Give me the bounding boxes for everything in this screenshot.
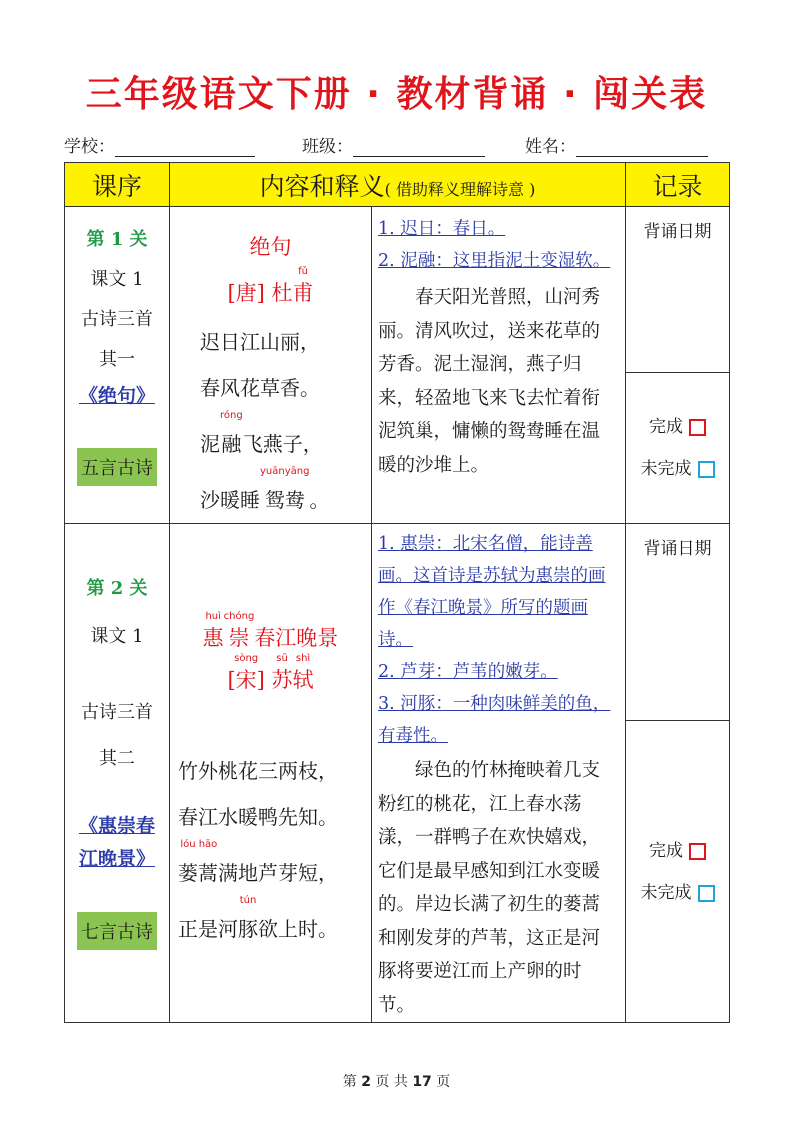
class-field xyxy=(302,132,485,157)
header-lesson: 课序 xyxy=(65,163,170,207)
record-date-cell xyxy=(626,524,730,721)
order-label: 其一 xyxy=(99,349,135,370)
poem-author: [唐] 杜 fǔ 甫 xyxy=(227,266,314,305)
school-field xyxy=(64,132,255,157)
table-header xyxy=(65,163,730,207)
notes-cell xyxy=(372,524,626,1023)
poem-cell xyxy=(170,207,372,524)
name-field xyxy=(525,132,708,157)
poem-line: 正是河 tún 豚欲上时。 xyxy=(178,895,338,941)
school-label: 学校： xyxy=(64,137,115,157)
poem-line: 泥 róng 融飞燕子， xyxy=(200,410,323,456)
status-cell xyxy=(626,721,730,1023)
poem-body xyxy=(200,319,371,523)
note-item: 1. 惠崇：北宋名僧，能诗善画。这首诗是苏轼为惠崇的画作《春江晚景》所写的题画诗。 xyxy=(378,534,606,650)
poem-line: 迟日江山丽， xyxy=(200,330,320,354)
group-label: 古诗三首 xyxy=(81,702,153,723)
poem-link[interactable]: 《绝句》 xyxy=(78,385,155,407)
undone-option: 未完成 xyxy=(626,448,729,490)
poem-title: 绝句 xyxy=(249,235,292,259)
poem-body xyxy=(178,748,371,952)
poem-line: lóu 蒌 hāo 蒿满地芦芽短， xyxy=(178,839,338,885)
table-row xyxy=(65,207,730,373)
note-item: 2. 泥融：这里指泥土变湿软。 xyxy=(378,251,611,271)
table-row xyxy=(65,524,730,721)
record-date-label: 背诵日期 xyxy=(643,539,712,559)
translation: 春天阳光普照，山河秀丽。清风吹过，送来花草的芳香。泥土湿润，燕子归来，轻盈地飞来飞去忙着衔泥筑巢，慵懒的鸳鸯睡在温暖的沙堆上。 xyxy=(378,287,601,476)
poem-line: 春江水暖鸭先知。 xyxy=(178,805,338,829)
note-item: 2. 芦芽：芦苇的嫩芽。 xyxy=(378,662,558,682)
translation: 绿色的竹林掩映着几支粉红的桃花，江上春水荡漾，一群鸭子在欢快嬉戏，它们是最早感知到江水变暖的。岸边长满了初生的蒌蒿和刚发芽的芦苇，这正是河豚将要逆江而上产卵的时节。 xyxy=(378,760,601,1016)
page-total: 17 xyxy=(412,1074,432,1090)
undone-option: 未完成 xyxy=(626,872,729,914)
page-title: 三年级语文下册 · 教材背诵 · 闯关表 xyxy=(85,74,708,115)
undone-checkbox[interactable] xyxy=(698,885,715,902)
school-blank xyxy=(115,138,255,157)
stage-label: 第 1 关 xyxy=(86,229,148,250)
poem-line: 沙暖睡 yuānyāng 鸳鸯 。 xyxy=(200,466,330,512)
lesson-label: 课文 1 xyxy=(90,269,144,290)
header-record: 记录 xyxy=(626,163,730,207)
status-cell xyxy=(626,373,730,524)
record-date-label: 背诵日期 xyxy=(643,222,712,242)
poem-title: huì 惠 chóng 崇 春江晚景 xyxy=(202,611,339,650)
poem-link[interactable]: 《惠崇春江晚景》 xyxy=(78,815,155,870)
note-item: 3. 河豚：一种肉味鲜美的鱼，有毒性。 xyxy=(378,694,611,746)
page-number: 2 xyxy=(361,1074,371,1090)
undone-checkbox[interactable] xyxy=(698,461,715,478)
lesson-cell xyxy=(65,524,170,1023)
lesson-label: 课文 1 xyxy=(90,626,144,647)
stage-label: 第 2 关 xyxy=(86,578,148,599)
done-option: 完成 xyxy=(626,830,729,872)
header-content: 内容和释义( 借助释义理解诗意 ) xyxy=(170,163,626,207)
poem-author: sòng [宋] sū 苏 shì 轼 xyxy=(227,653,314,692)
poem-cell xyxy=(170,524,372,1023)
notes-cell xyxy=(372,207,626,524)
poem-line: 竹外桃花三两枝， xyxy=(178,759,338,783)
done-checkbox[interactable] xyxy=(689,843,706,860)
name-label: 姓名： xyxy=(525,137,576,157)
done-checkbox[interactable] xyxy=(689,419,706,436)
lesson-cell xyxy=(65,207,170,524)
order-label: 其二 xyxy=(99,748,135,769)
genre-badge: 五言古诗 xyxy=(77,448,157,486)
class-blank xyxy=(353,138,485,157)
genre-badge: 七言古诗 xyxy=(77,912,157,950)
name-blank xyxy=(576,138,708,157)
note-item: 1. 迟日：春日。 xyxy=(378,219,506,239)
page-footer: 第 2 页 共 17 页 xyxy=(342,1074,451,1090)
record-date-cell xyxy=(626,207,730,373)
poem-line: 春风花草香。 xyxy=(200,376,320,400)
recitation-table xyxy=(64,162,730,1023)
group-label: 古诗三首 xyxy=(81,309,153,330)
header-content-sub: ( 借助释义理解诗意 ) xyxy=(384,179,536,199)
done-option: 完成 xyxy=(626,406,729,448)
class-label: 班级： xyxy=(302,137,353,157)
